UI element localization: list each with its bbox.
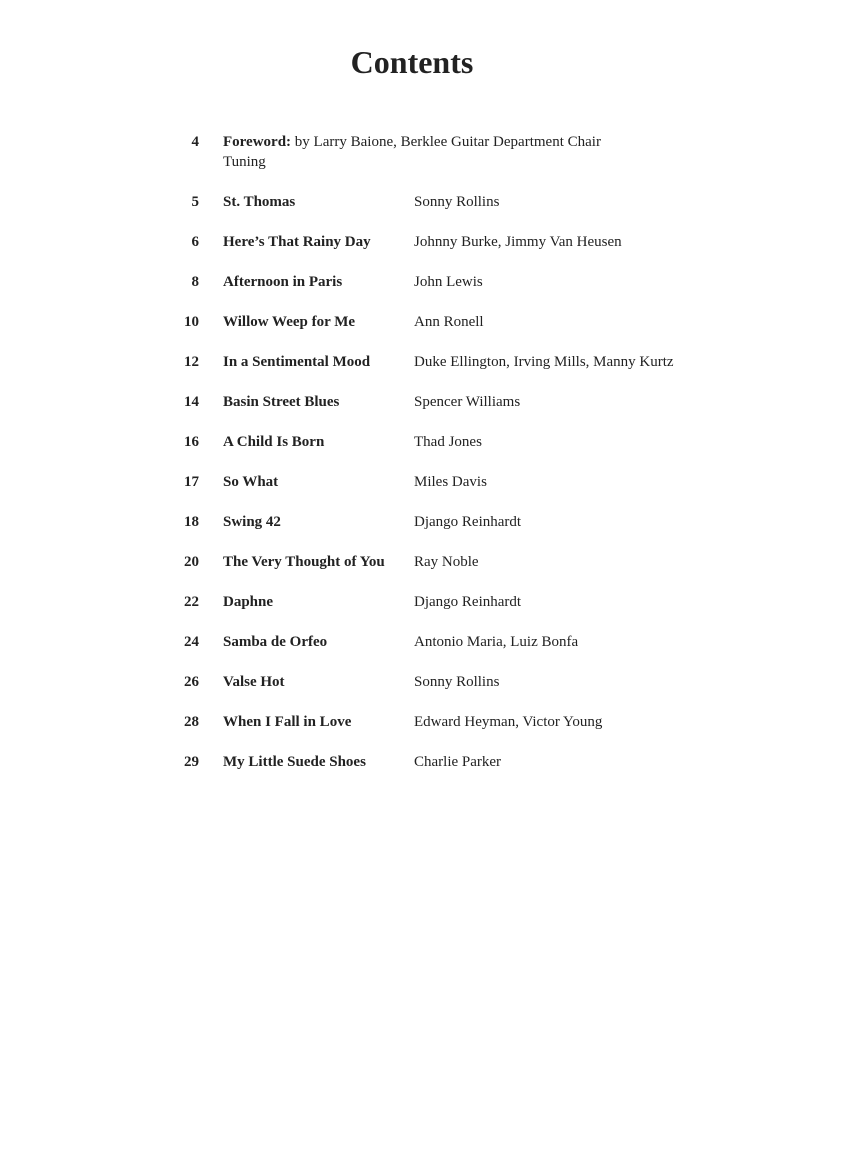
page-number: 5 [191, 194, 199, 210]
composer: Thad Jones [414, 434, 482, 450]
page-number: 20 [184, 554, 199, 570]
foreword-line [223, 132, 601, 152]
toc-entry [0, 270, 864, 310]
page-number: 24 [184, 634, 199, 650]
page-number: 16 [184, 434, 199, 450]
tune-title: Willow Weep for Me [223, 314, 356, 330]
tune-title: When I Fall in Love [223, 714, 352, 730]
page-number: 10 [184, 314, 199, 330]
tune-title: Swing 42 [223, 514, 281, 530]
toc-entry [0, 230, 864, 270]
page-title: Contents [350, 44, 474, 80]
composer: Django Reinhardt [414, 514, 522, 530]
page-number: 6 [191, 234, 199, 250]
toc-entry [0, 310, 864, 350]
composer: John Lewis [414, 274, 483, 290]
page-number: 29 [184, 754, 199, 770]
toc-entry [0, 630, 864, 670]
tune-title: St. Thomas [223, 194, 296, 210]
toc-entry [0, 590, 864, 630]
tune-title: Afternoon in Paris [223, 274, 343, 290]
page-number: 17 [184, 474, 199, 490]
page-number: 4 [191, 134, 199, 150]
page-number: 28 [184, 714, 199, 730]
composer: Spencer Williams [414, 394, 521, 410]
toc-entry [0, 390, 864, 430]
composer: Miles Davis [414, 474, 487, 490]
foreword-text: by Larry Baione, Berklee Guitar Department Chair [291, 134, 601, 150]
toc-entry [0, 510, 864, 550]
tune-title: Here’s That Rainy Day [223, 234, 371, 250]
foreword-label: Foreword: [223, 134, 292, 150]
page-number: 18 [184, 514, 199, 530]
toc-entry [0, 430, 864, 470]
composer: Sonny Rollins [414, 194, 500, 210]
composer: Django Reinhardt [414, 594, 522, 610]
tuning-line: Tuning [223, 154, 266, 170]
composer: Ann Ronell [414, 314, 484, 330]
toc-entry [0, 670, 864, 710]
toc-entry [0, 710, 864, 750]
composer: Sonny Rollins [414, 674, 500, 690]
tune-title: The Very Thought of You [223, 554, 385, 570]
composer: Johnny Burke, Jimmy Van Heusen [414, 234, 622, 250]
toc-entry-foreword [0, 130, 864, 190]
toc-entry [0, 550, 864, 590]
page-number: 8 [191, 274, 199, 290]
composer: Duke Ellington, Irving Mills, Manny Kurtz [414, 354, 674, 370]
page-number: 12 [184, 354, 199, 370]
toc-entry [0, 750, 864, 790]
tune-title: Samba de Orfeo [223, 634, 328, 650]
table-of-contents [0, 130, 864, 790]
tune-title: A Child Is Born [223, 434, 325, 450]
tune-title: Daphne [223, 594, 274, 610]
composer: Charlie Parker [414, 754, 502, 770]
tune-title: My Little Suede Shoes [223, 754, 366, 770]
composer: Ray Noble [414, 554, 479, 570]
tune-title: In a Sentimental Mood [223, 354, 371, 370]
page-number: 22 [184, 594, 199, 610]
tune-title: Basin Street Blues [223, 394, 340, 410]
page-number: 26 [184, 674, 199, 690]
composer: Edward Heyman, Victor Young [414, 714, 603, 730]
page-number: 14 [184, 394, 199, 410]
toc-entry [0, 470, 864, 510]
composer: Antonio Maria, Luiz Bonfa [414, 634, 579, 650]
toc-entry [0, 350, 864, 390]
tune-title: Valse Hot [223, 674, 285, 690]
toc-entry [0, 190, 864, 230]
tune-title: So What [223, 474, 279, 490]
